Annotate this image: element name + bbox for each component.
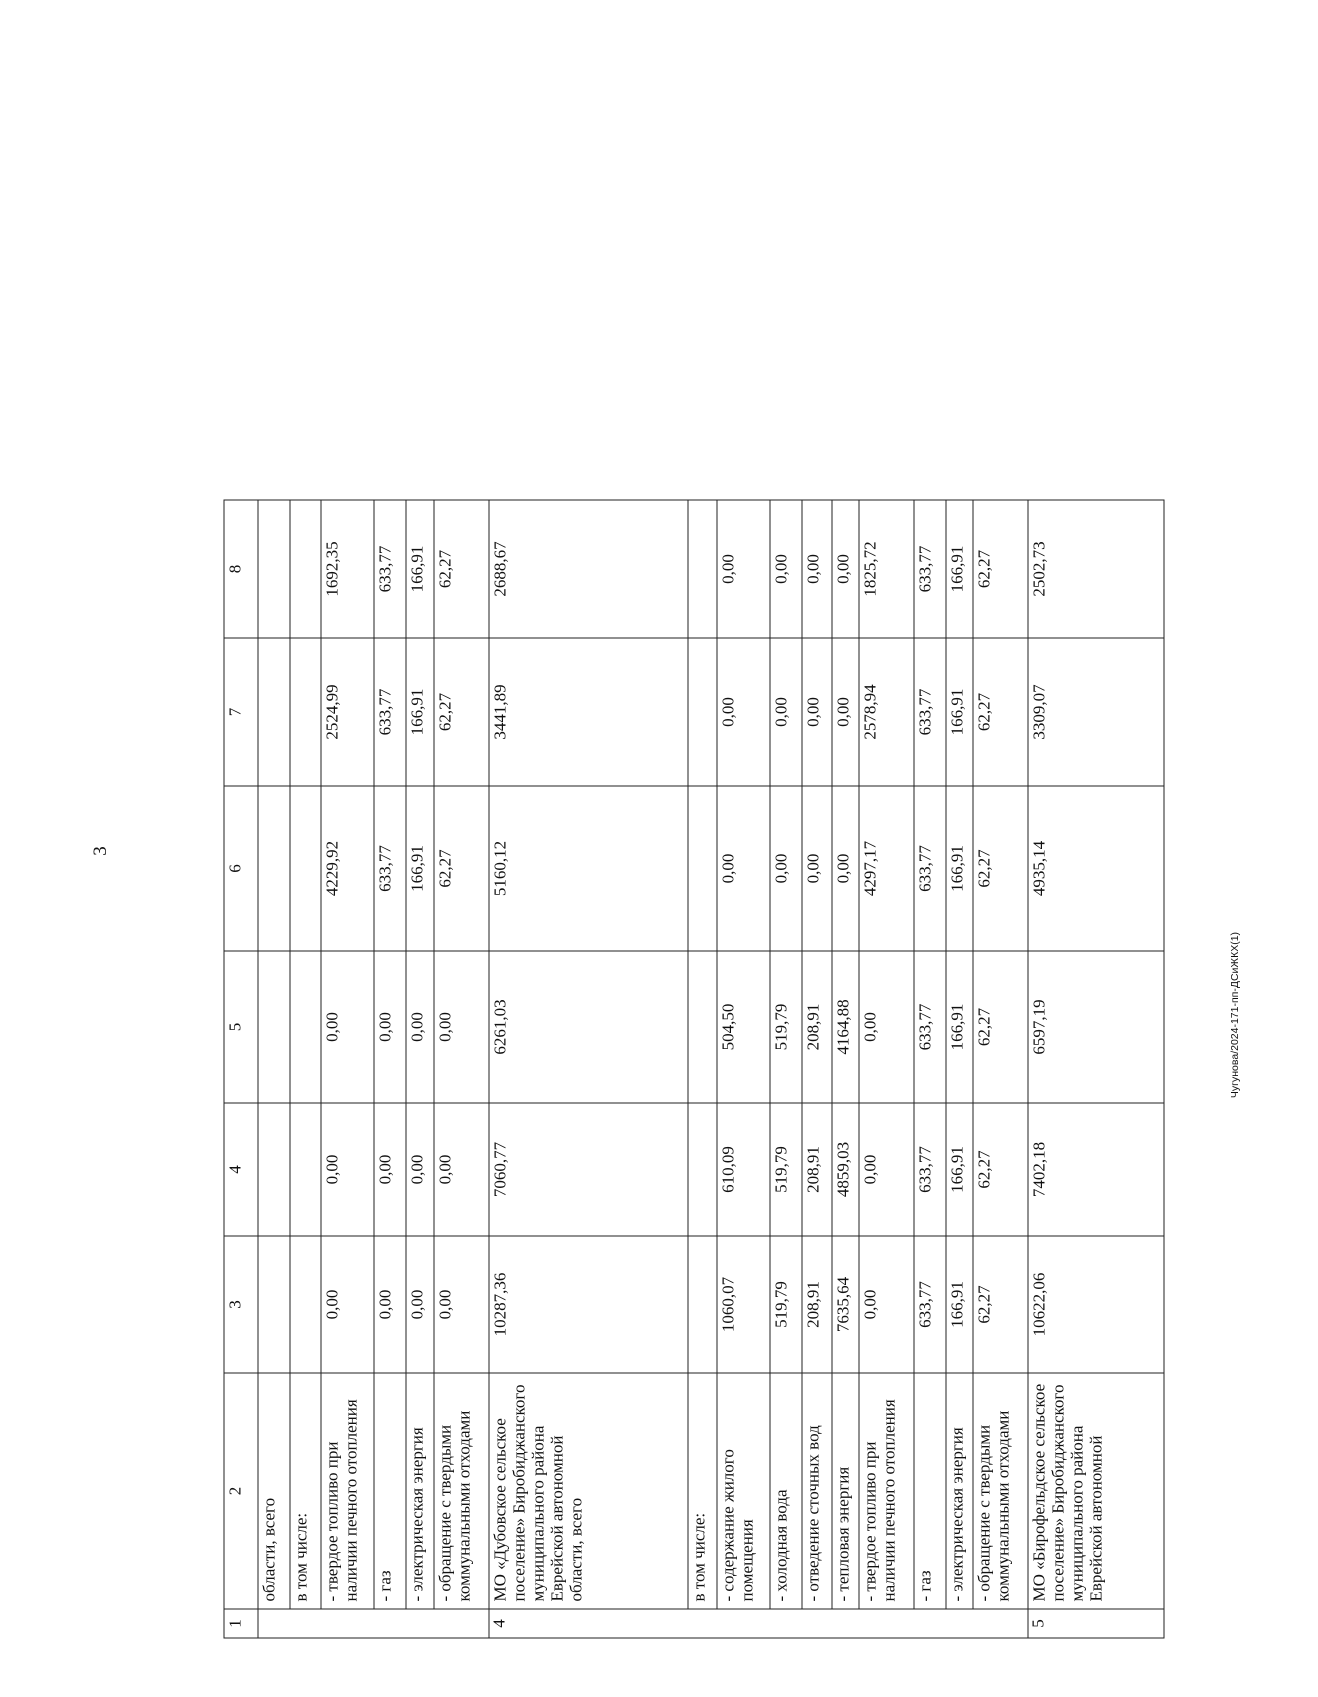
value-cell-col-5 (258, 951, 290, 1103)
value-cell-col-6: 166,91 (946, 786, 974, 951)
table-row-sub (290, 500, 322, 1638)
value-cell-col-8: 0,00 (770, 500, 802, 638)
value-cell-col-8: 1825,72 (859, 500, 914, 638)
value-cell-col-3 (258, 1236, 290, 1373)
value-cell-col-7: 62,27 (973, 638, 1028, 786)
value-cell-col-8: 633,77 (374, 500, 406, 638)
row-label: - электрическая энергия (946, 1373, 974, 1609)
value-cell-col-6: 4935,14 (1028, 786, 1164, 951)
value-cell-col-8: 0,00 (717, 500, 770, 638)
value-cell-col-4: 0,00 (859, 1103, 914, 1236)
value-cell-col-3: 7635,64 (832, 1236, 860, 1373)
row-label: - обращение с твердыми коммунальными отходами (434, 1373, 489, 1609)
header-col-1: 1 (224, 1609, 258, 1638)
value-cell-col-8: 0,00 (832, 500, 860, 638)
value-cell-col-3 (688, 1236, 718, 1373)
row-label: МО «Дубовское сельское поселение» Биробиджанского муниципального района Еврейской автономной области, всего (489, 1373, 688, 1609)
table-row-sub (914, 500, 946, 1638)
value-cell-col-7: 2578,94 (859, 638, 914, 786)
header-col-7: 7 (224, 638, 258, 786)
row-label: области, всего (258, 1373, 290, 1609)
value-cell-col-8: 166,91 (946, 500, 974, 638)
value-cell-col-8: 633,77 (914, 500, 946, 638)
value-cell-col-4: 0,00 (434, 1103, 489, 1236)
value-cell-col-7: 62,27 (434, 638, 489, 786)
value-cell-col-5: 519,79 (770, 951, 802, 1103)
value-cell-col-5 (290, 951, 322, 1103)
table-row-sub (374, 500, 406, 1638)
row-label: - отведение сточных вод (802, 1373, 832, 1609)
value-cell-col-7 (258, 638, 290, 786)
value-cell-col-7: 633,77 (374, 638, 406, 786)
value-cell-col-5: 0,00 (859, 951, 914, 1103)
value-cell-col-4: 0,00 (321, 1103, 374, 1236)
value-cell-col-7: 0,00 (802, 638, 832, 786)
table-row-sub (770, 500, 802, 1638)
value-cell-col-8: 62,27 (973, 500, 1028, 638)
value-cell-col-5: 0,00 (434, 951, 489, 1103)
value-cell-col-6: 5160,12 (489, 786, 688, 951)
table-row-sub (688, 500, 718, 1638)
table-row-sub (717, 500, 770, 1638)
row-label: - обращение с твердыми коммунальными отходами (973, 1373, 1028, 1609)
value-cell-col-3 (290, 1236, 322, 1373)
row-label: - твердое топливо при наличии печного отопления (321, 1373, 374, 1609)
value-cell-col-4 (258, 1103, 290, 1236)
value-cell-col-5: 0,00 (374, 951, 406, 1103)
table-row-sub (946, 500, 974, 1638)
value-cell-col-3: 10287,36 (489, 1236, 688, 1373)
table-row-sub (802, 500, 832, 1638)
value-cell-col-7: 166,91 (946, 638, 974, 786)
value-cell-col-3: 0,00 (406, 1236, 434, 1373)
value-cell-col-8 (290, 500, 322, 638)
value-cell-col-7 (290, 638, 322, 786)
value-cell-col-3: 166,91 (946, 1236, 974, 1373)
value-cell-col-6: 4297,17 (859, 786, 914, 951)
value-cell-col-8: 1692,35 (321, 500, 374, 638)
row-label: - содержание жилого помещения (717, 1373, 770, 1609)
value-cell-col-5: 0,00 (321, 951, 374, 1103)
page-number-text: 3 (90, 846, 111, 856)
value-cell-col-3: 0,00 (374, 1236, 406, 1373)
value-cell-col-6: 0,00 (770, 786, 802, 951)
value-cell-col-3: 633,77 (914, 1236, 946, 1373)
value-cell-col-5: 0,00 (406, 951, 434, 1103)
row-label: - газ (374, 1373, 406, 1609)
value-cell-col-6: 166,91 (406, 786, 434, 951)
header-col-6: 6 (224, 786, 258, 951)
value-cell-col-3: 0,00 (859, 1236, 914, 1373)
page-number (86, 836, 116, 866)
value-cell-col-4: 633,77 (914, 1103, 946, 1236)
value-cell-col-3: 1060,07 (717, 1236, 770, 1373)
table-row-sub (434, 500, 489, 1638)
table-row-sub (859, 500, 914, 1638)
value-cell-col-8: 166,91 (406, 500, 434, 638)
value-cell-col-5: 62,27 (973, 951, 1028, 1103)
header-col-5: 5 (224, 951, 258, 1103)
value-cell-col-3: 0,00 (321, 1236, 374, 1373)
table-row-main (1028, 500, 1164, 1638)
tariff-table (224, 500, 1165, 1639)
value-cell-col-4: 519,79 (770, 1103, 802, 1236)
row-label: МО «Бирофельдское сельское поселение» Биробиджанского муниципального района Еврейской автономной (1028, 1373, 1164, 1609)
row-label: - газ (914, 1373, 946, 1609)
value-cell-col-8: 62,27 (434, 500, 489, 638)
value-cell-col-8: 2502,73 (1028, 500, 1164, 638)
header-col-8: 8 (224, 500, 258, 638)
row-label: - тепловая энергия (832, 1373, 860, 1609)
table-row-sub (406, 500, 434, 1638)
value-cell-col-3: 208,91 (802, 1236, 832, 1373)
value-cell-col-6 (258, 786, 290, 951)
row-label: - электрическая энергия (406, 1373, 434, 1609)
row-index-cell (258, 1609, 489, 1638)
value-cell-col-4: 7060,77 (489, 1103, 688, 1236)
row-label: - холодная вода (770, 1373, 802, 1609)
value-cell-col-3: 10622,06 (1028, 1236, 1164, 1373)
value-cell-col-7 (688, 638, 718, 786)
value-cell-col-5: 208,91 (802, 951, 832, 1103)
value-cell-col-4: 0,00 (406, 1103, 434, 1236)
value-cell-col-5: 6597,19 (1028, 951, 1164, 1103)
value-cell-col-6: 4229,92 (321, 786, 374, 951)
value-cell-col-6 (290, 786, 322, 951)
value-cell-col-7: 0,00 (770, 638, 802, 786)
table-row-sub (973, 500, 1028, 1638)
value-cell-col-7: 166,91 (406, 638, 434, 786)
tariff-table-rotated (224, 501, 1165, 1639)
value-cell-col-4: 62,27 (973, 1103, 1028, 1236)
value-cell-col-4 (290, 1103, 322, 1236)
value-cell-col-8: 2688,67 (489, 500, 688, 638)
value-cell-col-7: 3441,89 (489, 638, 688, 786)
value-cell-col-5 (688, 951, 718, 1103)
value-cell-col-8: 0,00 (802, 500, 832, 638)
value-cell-col-5: 4164,88 (832, 951, 860, 1103)
value-cell-col-6: 0,00 (802, 786, 832, 951)
row-label: в том числе: (290, 1373, 322, 1609)
value-cell-col-4: 166,91 (946, 1103, 974, 1236)
value-cell-col-6 (688, 786, 718, 951)
value-cell-col-8 (688, 500, 718, 638)
value-cell-col-7: 2524,99 (321, 638, 374, 786)
value-cell-col-4: 0,00 (374, 1103, 406, 1236)
value-cell-col-5: 633,77 (914, 951, 946, 1103)
table-row-main (489, 500, 688, 1638)
table-header-row (224, 500, 258, 1638)
header-col-2: 2 (224, 1373, 258, 1609)
value-cell-col-4: 7402,18 (1028, 1103, 1164, 1236)
value-cell-col-5: 6261,03 (489, 951, 688, 1103)
value-cell-col-7: 633,77 (914, 638, 946, 786)
value-cell-col-4: 208,91 (802, 1103, 832, 1236)
value-cell-col-7: 3309,07 (1028, 638, 1164, 786)
row-index-cell: 4 (489, 1609, 1029, 1638)
table-row-sub (321, 500, 374, 1638)
value-cell-col-7: 0,00 (717, 638, 770, 786)
row-index-cell: 5 (1028, 1609, 1164, 1638)
header-col-3: 3 (224, 1236, 258, 1373)
value-cell-col-3: 0,00 (434, 1236, 489, 1373)
value-cell-col-5: 504,50 (717, 951, 770, 1103)
value-cell-col-5: 166,91 (946, 951, 974, 1103)
value-cell-col-3: 519,79 (770, 1236, 802, 1373)
value-cell-col-7: 0,00 (832, 638, 860, 786)
value-cell-col-6: 633,77 (374, 786, 406, 951)
value-cell-col-6: 0,00 (832, 786, 860, 951)
value-cell-col-6: 62,27 (434, 786, 489, 951)
value-cell-col-4: 4859,03 (832, 1103, 860, 1236)
footer-code-text: Чугунова/2024-171-пп-ДСиЖКХ(1) (1229, 931, 1242, 1099)
row-label: в том числе: (688, 1373, 718, 1609)
value-cell-col-6: 633,77 (914, 786, 946, 951)
value-cell-col-6: 62,27 (973, 786, 1028, 951)
value-cell-col-3: 62,27 (973, 1236, 1028, 1373)
header-col-4: 4 (224, 1103, 258, 1236)
row-label: - твердое топливо при наличии печного отопления (859, 1373, 914, 1609)
value-cell-col-4 (688, 1103, 718, 1236)
table-row-sub (832, 500, 860, 1638)
table-row-sub (258, 500, 290, 1638)
value-cell-col-6: 0,00 (717, 786, 770, 951)
value-cell-col-8 (258, 500, 290, 638)
value-cell-col-4: 610,09 (717, 1103, 770, 1236)
